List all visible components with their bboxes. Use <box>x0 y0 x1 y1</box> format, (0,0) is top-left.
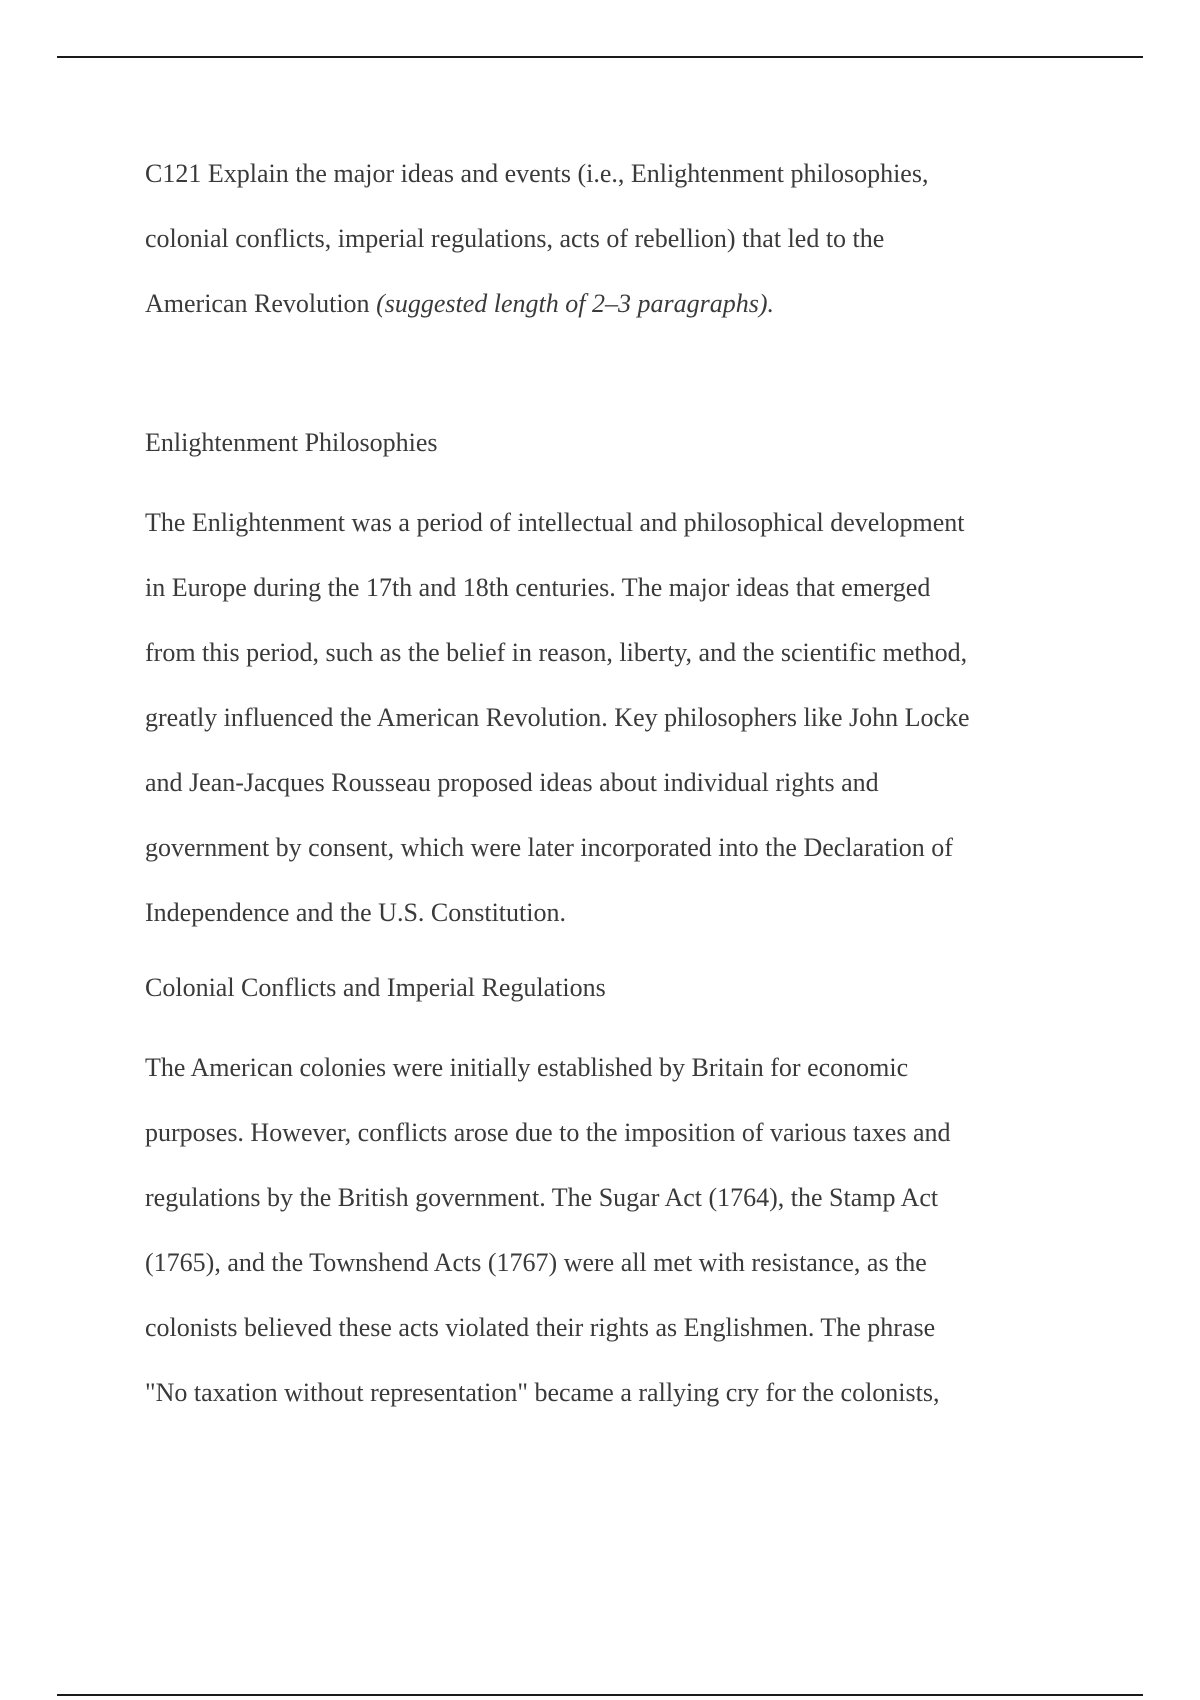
paragraph-line: Independence and the U.S. Constitution. <box>145 898 566 927</box>
document-body <box>145 141 1075 1425</box>
paragraph-line: The American colonies were initially established by Britain for economic <box>145 1053 909 1082</box>
paragraph-line: regulations by the British government. The Sugar Act (1764), the Stamp Act <box>145 1183 939 1212</box>
top-rule <box>57 56 1143 58</box>
paragraph-line: government by consent, which were later incorporated into the Declaration of <box>145 833 953 862</box>
question-line-text: American Revolution <box>145 289 377 318</box>
section-enlightenment <box>145 410 1075 945</box>
question-line: C121 Explain the major ideas and events (i.e., Enlightenment philosophies, <box>145 159 929 188</box>
section-heading: Colonial Conflicts and Imperial Regulations <box>145 973 606 1002</box>
paragraph-line: purposes. However, conflicts arose due to the imposition of various taxes and <box>145 1118 951 1147</box>
paragraph-line: (1765), and the Townshend Acts (1767) were all met with resistance, as the <box>145 1248 927 1277</box>
bottom-rule <box>57 1694 1143 1696</box>
question-line: colonial conflicts, imperial regulations, acts of rebellion) that led to the <box>145 224 885 253</box>
section-colonial-conflicts <box>145 955 1075 1425</box>
paragraph-line: "No taxation without representation" became a rallying cry for the colonists, <box>145 1378 940 1407</box>
question-prompt <box>145 141 1075 336</box>
question-line <box>145 271 1075 336</box>
paragraph-line: colonists believed these acts violated their rights as Englishmen. The phrase <box>145 1313 936 1342</box>
paragraph-line: in Europe during the 17th and 18th centuries. The major ideas that emerged <box>145 573 931 602</box>
paragraph-line: and Jean-Jacques Rousseau proposed ideas about individual rights and <box>145 768 879 797</box>
paragraph-line: greatly influenced the American Revolution. Key philosophers like John Locke <box>145 703 970 732</box>
section-heading: Enlightenment Philosophies <box>145 428 438 457</box>
paragraph-line: The Enlightenment was a period of intellectual and philosophical development <box>145 508 965 537</box>
question-length-note: (suggested length of 2–3 paragraphs). <box>376 289 774 318</box>
paragraph-line: from this period, such as the belief in reason, liberty, and the scientific method, <box>145 638 968 667</box>
